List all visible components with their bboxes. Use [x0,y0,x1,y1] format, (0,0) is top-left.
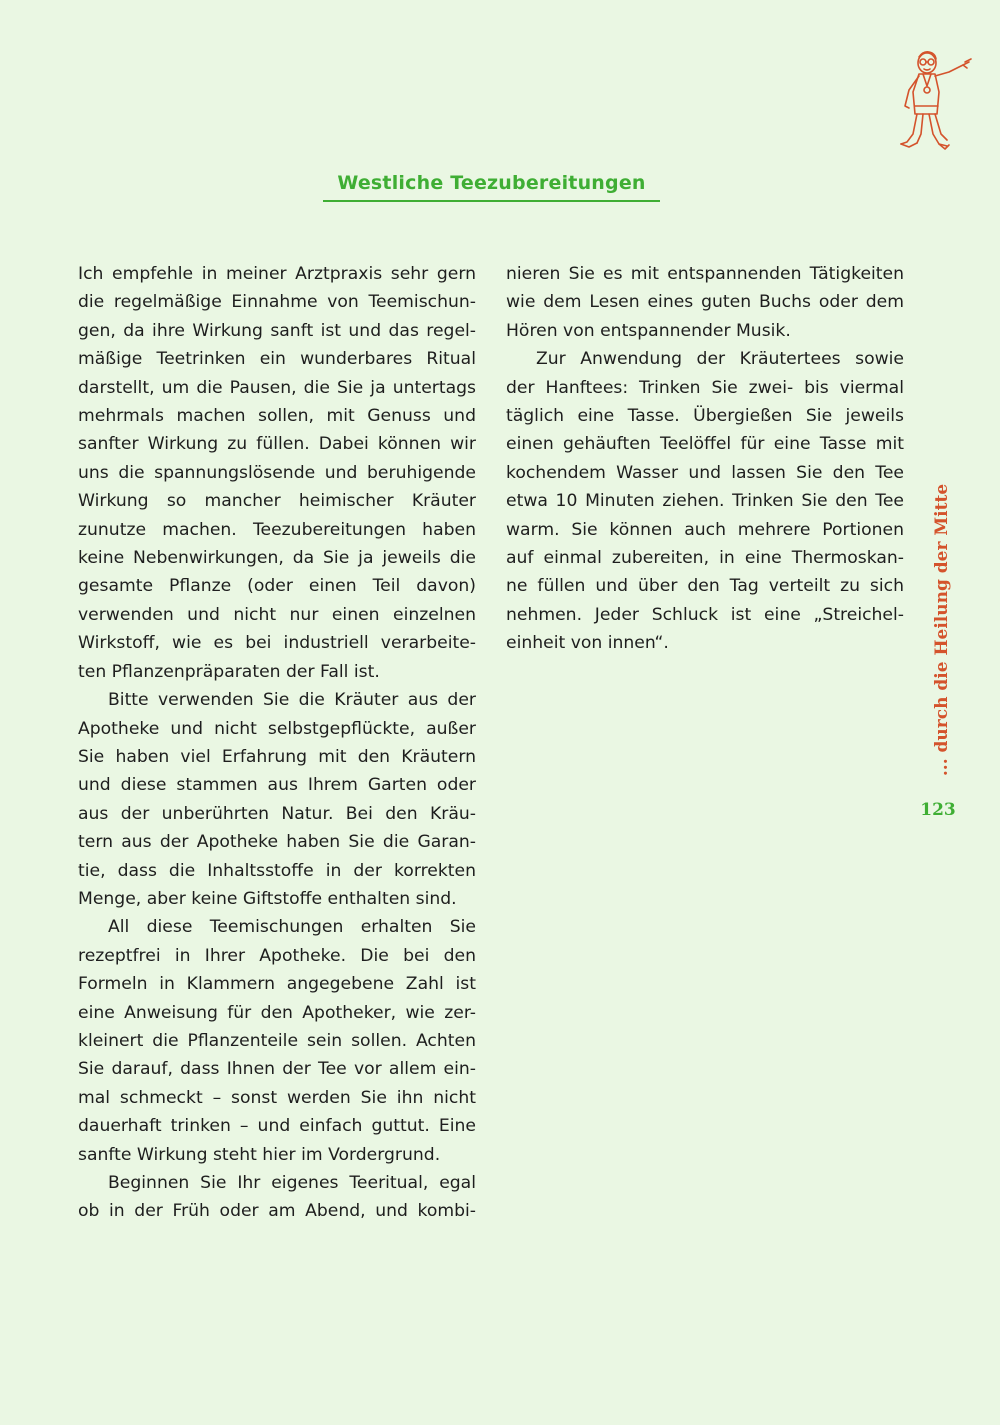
pointing-man-drawing-icon [893,48,973,156]
text-line: uns die spannungslösende und beruhigende [78,462,476,483]
paragraph [506,260,904,345]
page-number: 123 [920,800,956,820]
text-line: Beginnen Sie Ihr eigenes Teeritual, egal [108,1173,476,1193]
text-line: kleinert die Pflanzenteile sein sollen. Achten [78,1030,476,1051]
text-line: Bitte verwenden Sie die Kräuter aus der [108,690,476,711]
text-line: Zur Anwendung der Kräutertees sowie [536,349,904,370]
text-line: Menge, aber keine Giftstoffe enthalten sind. [78,888,457,909]
text-line: tern aus der Apotheke haben Sie die Garan- [78,832,476,853]
left-column [78,260,476,1226]
text-line: verwenden und nicht nur einen einzelnen [78,604,476,625]
text-line: nehmen. Jeder Schluck ist eine „Streichel- [506,604,904,625]
text-line: dauerhaft trinken – und einfach guttut. Eine [78,1116,476,1137]
paragraph [78,913,476,1169]
text-line: rezeptfrei in Ihrer Apotheke. Die bei den [78,945,476,966]
text-line: warm. Sie können auch mehrere Portionen [506,519,904,540]
text-line: Sie haben viel Erfahrung mit den Kräutern [78,746,476,767]
text-line: kochendem Wasser und lassen Sie den Tee [506,462,904,483]
text-line: Formeln in Klammern angegebene Zahl ist [78,974,476,995]
text-line: sanfter Wirkung zu füllen. Dabei können wir [78,434,476,455]
text-line: All diese Teemischungen erhalten Sie [108,917,476,938]
text-line: Wirkung so mancher heimischer Kräuter [78,491,476,512]
text-line: tie, dass die Inhaltsstoffe in der korrekten [78,860,476,881]
text-line: Sie darauf, dass Ihnen der Tee vor allem ein- [78,1059,476,1080]
text-line: keine Nebenwirkungen, da Sie ja jeweils die [78,548,476,569]
text-line: auf einmal zubereiten, in eine Thermoskan- [506,548,904,569]
text-line: gen, da ihre Wirkung sanft ist und das regel- [78,320,476,341]
text-line: einheit von innen“. [506,633,669,654]
text-line: der Hanftees: Trinken Sie zwei- bis viermal [506,377,904,398]
text-line: mehrmals machen sollen, mit Genuss und [78,406,476,427]
text-line: sanfte Wirkung steht hier im Vordergrund. [78,1144,441,1165]
text-line: ne füllen und über den Tag verteilt zu sich [506,576,904,597]
section-heading: Westliche Teezubereitungen [323,172,660,202]
text-line: gesamte Pflanze (oder einen Teil davon) [78,576,476,597]
text-line: ten Pflanzenpräparaten der Fall ist. [78,661,380,682]
text-line: Wirkstoff, wie es bei industriell verarbeite- [78,633,476,654]
text-line: einen gehäuften Teelöffel für eine Tasse mit [506,434,904,455]
text-line: ob in der Früh oder am Abend, und kombi- [78,1201,476,1222]
running-chapter-title-text: ... durch die Heilung der Mitte [932,483,952,777]
text-line: aus der unberührten Natur. Bei den Kräu- [78,803,476,824]
text-line: eine Anweisung für den Apotheker, wie zer- [78,1002,476,1023]
paragraph [78,1169,476,1226]
text-line: Ich empfehle in meiner Arztpraxis sehr gern [78,264,476,284]
right-column [506,260,904,658]
text-line: täglich eine Tasse. Übergießen Sie jeweils [506,406,904,427]
paragraph [506,345,904,657]
text-line: mal schmeckt – sonst werden Sie ihn nicht [78,1087,476,1108]
text-line: zunutze machen. Teezubereitungen haben [78,519,476,540]
text-line: die regelmäßige Einnahme von Teemischun- [78,292,476,313]
text-line: Hören von entspannender Musik. [506,320,791,341]
text-line: darstellt, um die Pausen, die Sie ja untertags [78,377,476,398]
paragraph [78,260,476,686]
text-line: Apotheke und nicht selbstgepflückte, außer [78,718,476,739]
text-line: nieren Sie es mit entspannenden Tätigkeiten [506,264,904,284]
text-line: mäßige Teetrinken ein wunderbares Ritual [78,349,476,370]
text-line: wie dem Lesen eines guten Buchs oder dem [506,292,904,313]
running-chapter-title [927,476,957,784]
text-line: und diese stammen aus Ihrem Garten oder [78,775,476,796]
paragraph [78,686,476,913]
text-line: etwa 10 Minuten ziehen. Trinken Sie den Tee [506,491,904,512]
